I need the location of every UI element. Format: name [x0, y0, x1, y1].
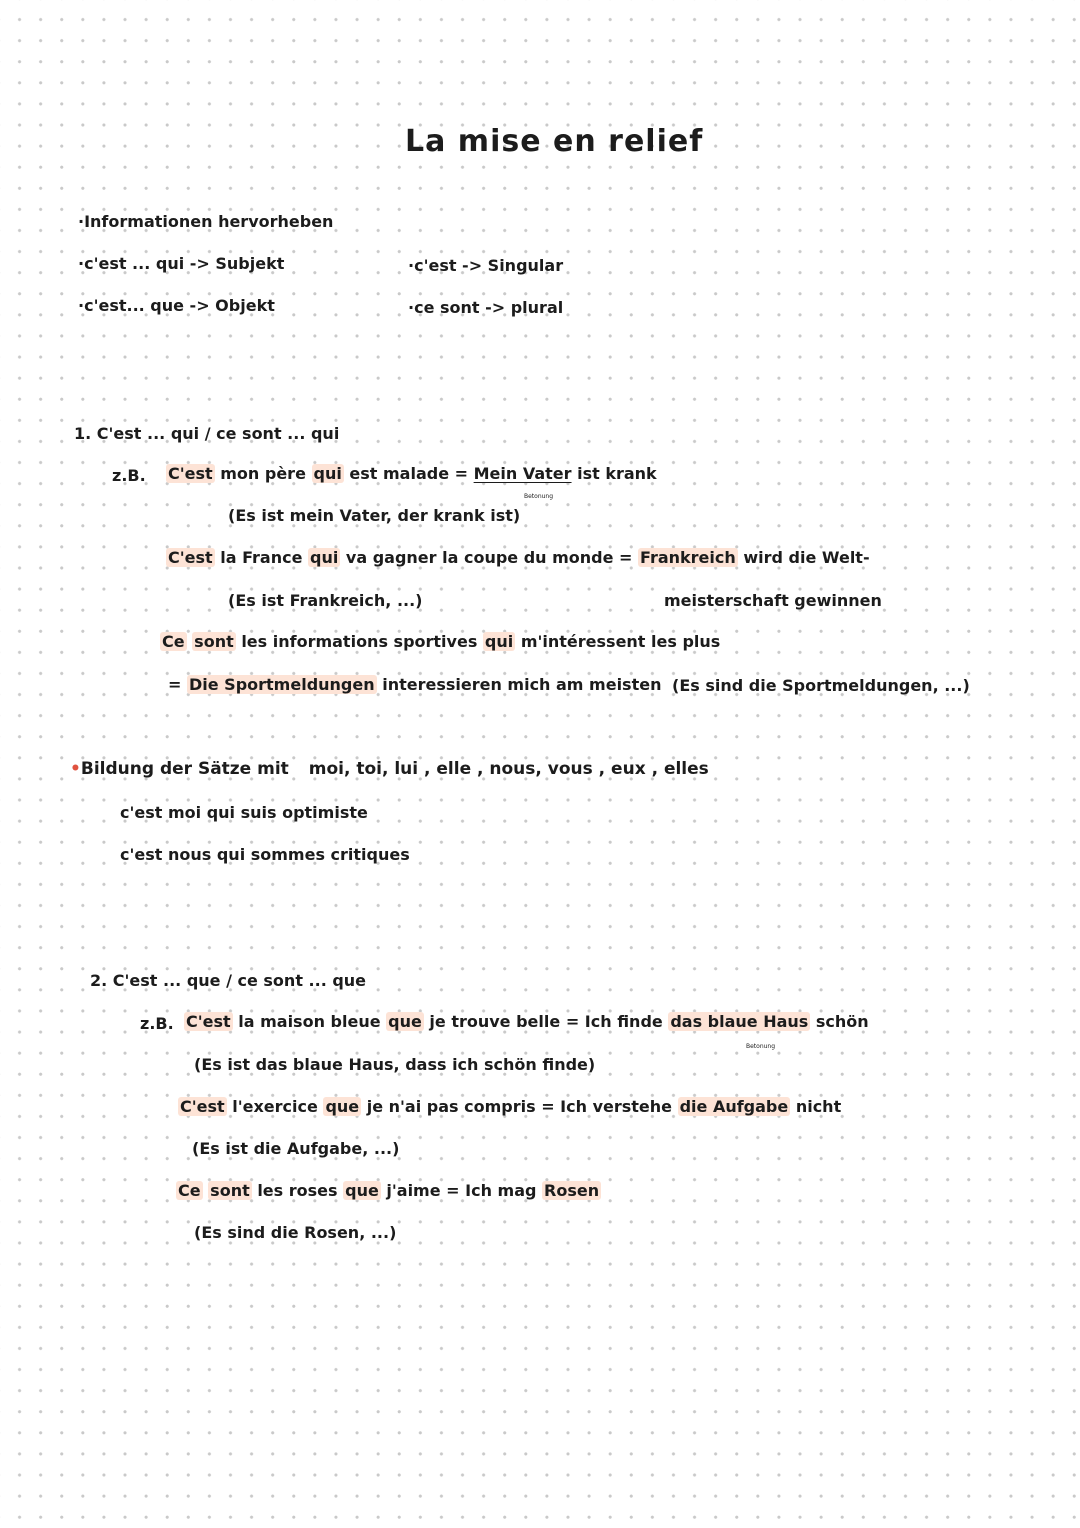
ex3-translation-rest: interessieren mich am meisten	[382, 675, 662, 694]
s2-ex1-paraphrase: (Es ist das blaue Haus, dass ich schön finde)	[194, 1055, 596, 1074]
ex3-paraphrase: (Es sind die Sportmeldungen, ...)	[672, 676, 970, 695]
rule-que-object: ·c'est... que -> Objekt	[78, 296, 275, 315]
pronouns-list: moi, toi, lui , elle , nous, vous , eux , elles	[308, 759, 709, 779]
s2-ex1-rest: je trouve belle	[429, 1012, 561, 1031]
s2-ex1-stress-note: Betonung	[746, 1043, 776, 1050]
s2-ex2-object: l'exercice	[232, 1097, 318, 1116]
section2-example3	[176, 1181, 601, 1201]
s2-ex3-object: les roses	[257, 1181, 338, 1200]
ex2-translation-subject: Frankreich	[640, 548, 736, 567]
ex2-cest: C'est	[168, 548, 213, 567]
section1-example2	[166, 548, 870, 568]
s2-ex3-ce: Ce	[178, 1181, 201, 1200]
s2-ex1-translation-end: schön	[815, 1012, 869, 1031]
ex3-ce: Ce	[162, 632, 185, 651]
intro-heading: ·Informationen hervorheben	[78, 212, 334, 231]
s2-ex3-paraphrase: (Es sind die Rosen, ...)	[194, 1223, 397, 1242]
section2-heading: 2. C'est ... que / ce sont ... que	[90, 971, 367, 990]
s2-ex2-rest: je n'ai pas compris	[366, 1097, 536, 1116]
pronouns-heading: Bildung der Sätze mit	[80, 759, 289, 779]
ex2-paraphrase: (Es ist Frankreich, ...)	[228, 591, 423, 610]
ex2-qui: qui	[310, 548, 339, 567]
ex2-translation-rest: wird die Welt-	[743, 548, 870, 567]
ex1-stress-note: Betonung	[524, 493, 554, 500]
s2-ex2-translation-object: die Aufgabe	[679, 1097, 789, 1116]
ex3-rest: m'intéressent les plus	[520, 632, 721, 651]
ex3-qui: qui	[484, 632, 514, 651]
section1-heading: 1. C'est ... qui / ce sont ... qui	[74, 424, 340, 443]
ex1-qui: qui	[313, 464, 342, 483]
section1-zb: z.B.	[112, 466, 146, 485]
ex3-translation-subject: Die Sportmeldungen	[188, 675, 375, 694]
ex2-rest: va gagner la coupe du monde =	[345, 548, 633, 567]
s2-ex3-translation-start: = Ich mag	[446, 1181, 537, 1200]
s2-ex3-sont: sont	[210, 1181, 250, 1200]
ex1-translation-subject: Mein Vater	[473, 464, 572, 483]
s2-ex2-paraphrase: (Es ist die Aufgabe, ...)	[192, 1139, 400, 1158]
ex1-subject: mon père	[220, 464, 306, 483]
rule-qui-subject: ·c'est ... qui -> Subjekt	[78, 254, 285, 273]
ex1-cest: C'est	[168, 464, 213, 483]
section1-example3	[160, 632, 720, 652]
bullet-icon: •	[70, 759, 81, 779]
page-title: La mise en relief	[405, 124, 704, 159]
ex3-subject: les informations sportives	[241, 632, 478, 651]
ex3-translation	[168, 675, 661, 695]
ex1-rest: est malade =	[349, 464, 469, 483]
ex3-sont: sont	[194, 632, 234, 651]
s2-ex3-translation-object: Rosen	[544, 1181, 600, 1200]
s2-ex1-cest: C'est	[186, 1012, 231, 1031]
ex1-paraphrase: (Es ist mein Vater, der krank ist)	[228, 506, 521, 525]
s2-ex2-cest: C'est	[180, 1097, 225, 1116]
rule-singular: ·c'est -> Singular	[408, 256, 564, 275]
section2-example2	[178, 1097, 841, 1117]
s2-ex1-que: que	[388, 1012, 422, 1031]
section2-zb: z.B.	[140, 1014, 174, 1033]
ex2-subject: la France	[220, 548, 303, 567]
s2-ex3-que: que	[345, 1181, 379, 1200]
s2-ex1-translation-start: = Ich finde	[565, 1012, 663, 1031]
pronouns-example1: c'est moi qui suis optimiste	[120, 803, 368, 822]
s2-ex1-translation-object: das blaue Haus	[670, 1012, 809, 1031]
s2-ex3-rest: j'aime	[386, 1181, 441, 1200]
section1-example1	[166, 464, 657, 484]
pronouns-heading-line	[70, 759, 709, 779]
ex2-translation-continued: meisterschaft gewinnen	[664, 591, 882, 610]
pronouns-example2: c'est nous qui sommes critiques	[120, 845, 410, 864]
ex3-equals: =	[168, 675, 182, 694]
rule-plural: ·ce sont -> plural	[408, 298, 564, 317]
section2-example1	[184, 1012, 869, 1032]
s2-ex2-translation-end: nicht	[795, 1097, 842, 1116]
s2-ex2-que: que	[325, 1097, 360, 1116]
s2-ex1-object: la maison bleue	[238, 1012, 381, 1031]
s2-ex2-translation-start: = Ich verstehe	[541, 1097, 672, 1116]
ex1-translation-rest: ist krank	[577, 464, 657, 483]
